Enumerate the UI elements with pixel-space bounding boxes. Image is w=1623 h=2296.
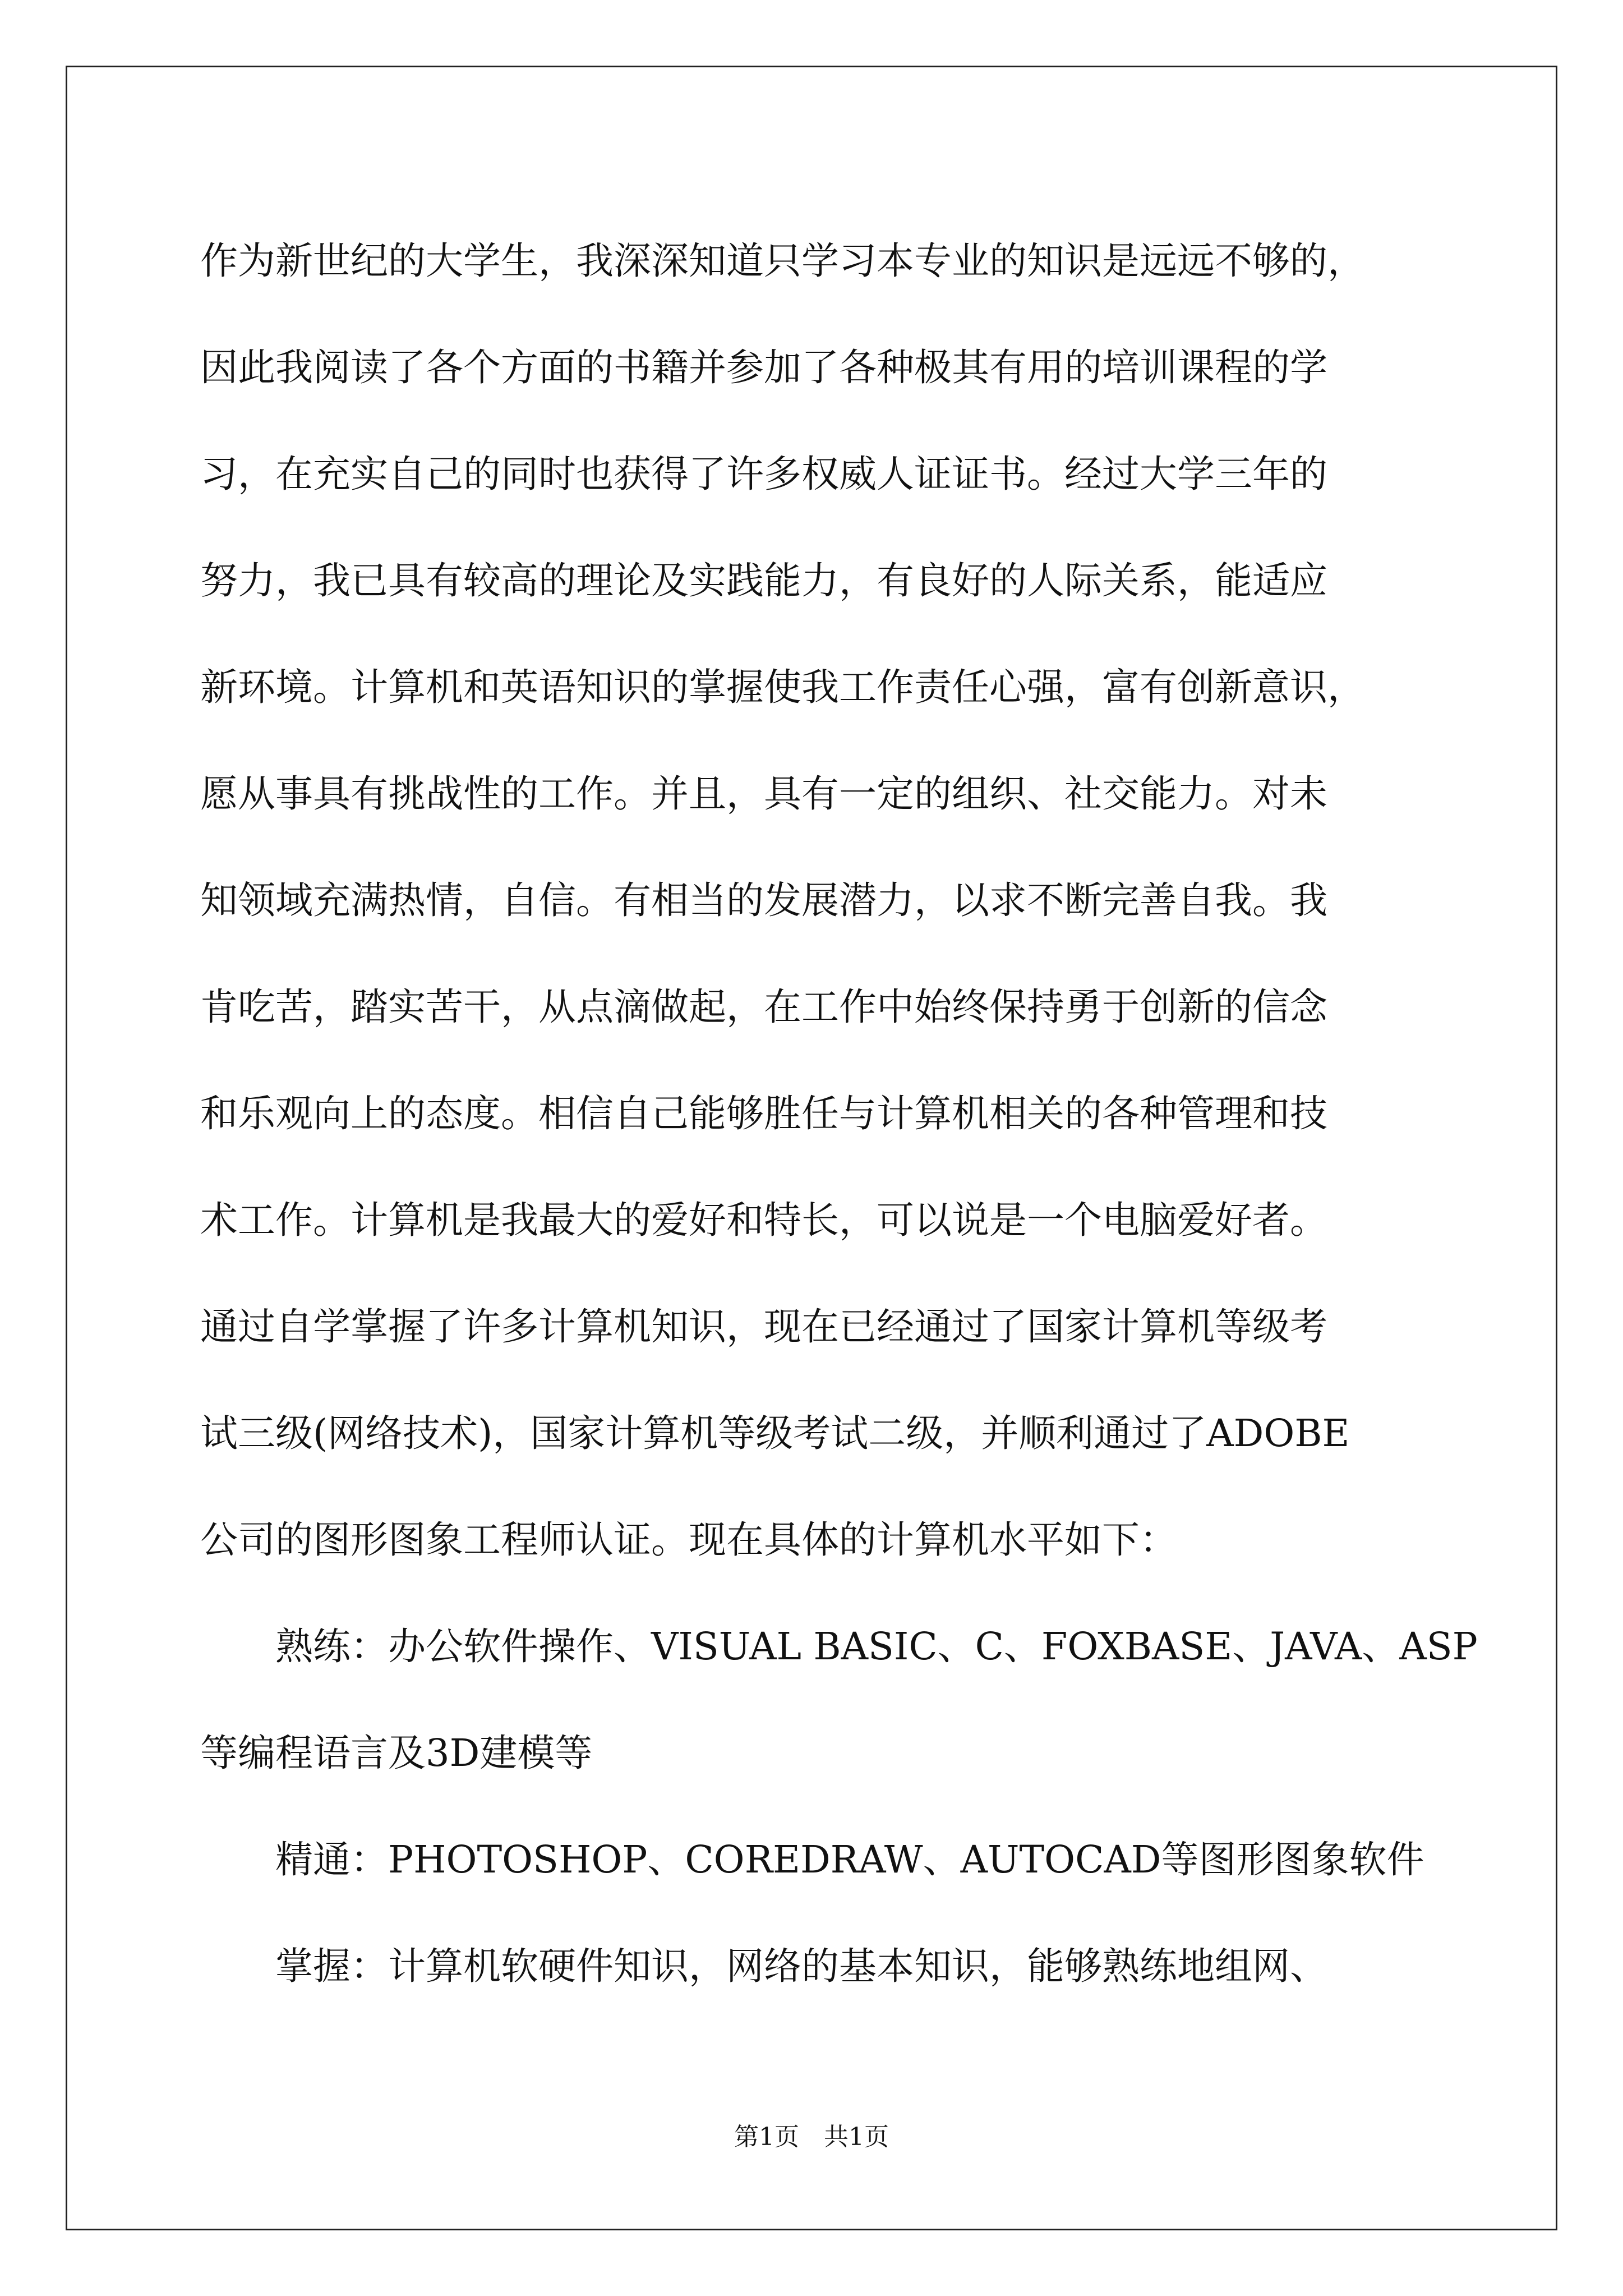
text-line: 和乐观向上的态度。相信自己能够胜任与计算机相关的各种管理和技 [200, 1092, 1327, 1135]
text-line: 知领域充满热情，自信。有相当的发展潜力，以求不断完善自我。我 [200, 878, 1327, 922]
text-line: 掌握：计算机软硬件知识，网络的基本知识，能够熟练地组网、 [275, 1944, 1327, 1988]
text-line: 等编程语言及3D建模等 [200, 1731, 593, 1775]
text-line: 试三级(网络技术)，国家计算机等级考试二级，并顺利通过了ADOBE [200, 1411, 1350, 1455]
text-line: 公司的图形图象工程师认证。现在具体的计算机水平如下： [200, 1518, 1177, 1562]
text-line: 努力，我已具有较高的理论及实践能力，有良好的人际关系，能适应 [200, 559, 1327, 602]
text-line: 通过自学掌握了许多计算机知识，现在已经通过了国家计算机等级考 [200, 1305, 1327, 1349]
text-line: 熟练：办公软件操作、VISUAL BASIC、C、FOXBASE、JAVA、ASP [275, 1625, 1478, 1668]
text-line: 习，在充实自己的同时也获得了许多权威人证证书。经过大学三年的 [200, 452, 1327, 496]
page-number-footer: 第1页 共1页 [734, 2123, 889, 2151]
text-line: 术工作。计算机是我最大的爱好和特长，可以说是一个电脑爱好者。 [200, 1198, 1327, 1242]
text-line: 肯吃苦，踏实苦干，从点滴做起，在工作中始终保持勇于创新的信念 [200, 985, 1327, 1029]
document-body [200, 208, 1478, 2019]
text-line: 新环境。计算机和英语知识的掌握使我工作责任心强，富有创新意识， [200, 665, 1365, 709]
text-line: 愿从事具有挑战性的工作。并且，具有一定的组织、社交能力。对未 [200, 772, 1327, 816]
text-line: 精通：PHOTOSHOP、COREDRAW、AUTOCAD等图形图象软件 [275, 1838, 1424, 1881]
text-line: 因此我阅读了各个方面的书籍并参加了各种极其有用的培训课程的学 [200, 346, 1327, 389]
text-line: 作为新世纪的大学生，我深深知道只学习本专业的知识是远远不够的， [200, 239, 1365, 283]
